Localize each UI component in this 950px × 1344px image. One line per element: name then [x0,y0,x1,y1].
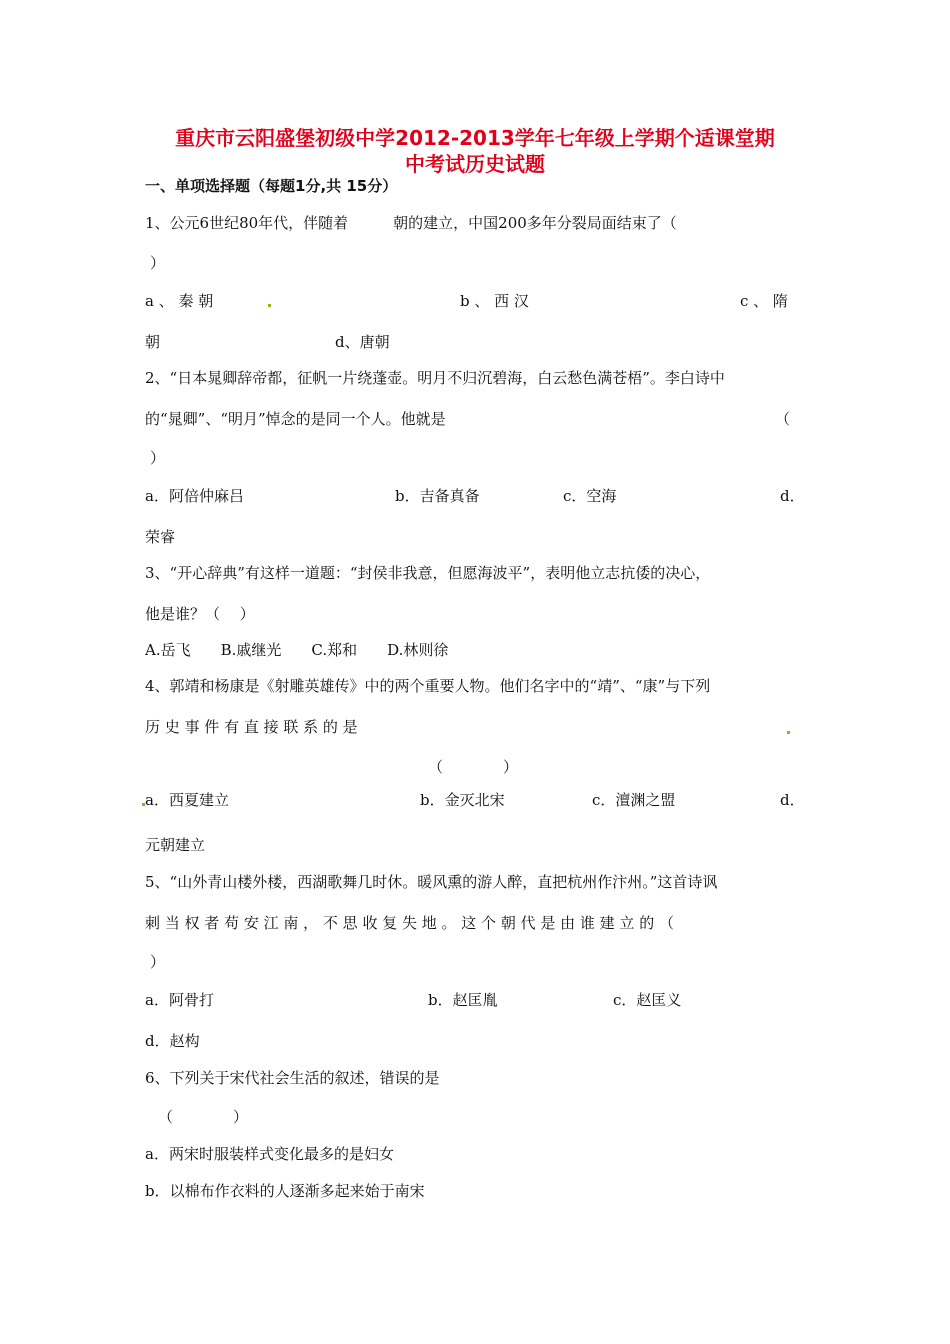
q2-paren-close: ） [150,449,166,467]
q2-paren-open: （ [775,410,791,428]
q3-stem-2: 他是谁？（ ） [145,605,255,623]
q2-option-d-cont: 荣睿 [145,528,176,546]
q4-option-d: d． [780,791,805,809]
q6-stem: 6、下列关于宋代社会生活的叙述，错误的是 [145,1069,440,1087]
q2-stem-1: 2、“日本晁卿辞帝都，征帆一片绕蓬壶。明月不归沉碧海，白云愁色满苍梧”。李白诗中 [145,369,725,387]
q4-stem-2: 历 史 事 件 有 直 接 联 系 的 是 [145,718,358,736]
q3-stem-1: 3、“开心辞典”有这样一道题：“封侯非我意，但愿海波平”，表明他立志抗倭的决心， [145,564,711,582]
q5-option-c: c．赵匡义 [613,991,682,1009]
q2-option-d: d． [780,487,805,505]
q1-paren-close: ） [150,254,166,272]
q4-paren: （ ） [428,758,519,776]
q4-stem-1: 4、郭靖和杨康是《射雕英雄传》中的两个重要人物。他们名字中的“靖”、“康”与下列 [145,677,711,695]
q4-option-a: a．西夏建立 [145,791,229,809]
title-line-2: 中考试历史试题 [405,152,545,176]
green-dot-mark [268,304,271,307]
q6-option-a: a．两宋时服装样式变化最多的是妇女 [145,1145,394,1163]
q5-paren-close: ） [150,953,166,971]
q6-paren: （ ） [158,1108,249,1126]
q2-stem-2: 的“晁卿”、“明月”悼念的是同一个人。他就是 [145,410,446,428]
q2-option-b: b．吉备真备 [395,487,480,505]
q1-option-c-cont: 朝 [145,333,161,351]
q5-option-a: a．阿骨打 [145,991,214,1009]
q4-option-c: c．澶渊之盟 [592,791,676,809]
q1-option-b: b 、 西 汉 [460,292,529,310]
green-dot-mark [787,731,790,734]
q5-stem-1: 5、“山外青山楼外楼，西湖歌舞几时休。暖风熏的游人醉，直把杭州作汴州。”这首诗讽 [145,873,718,891]
section-heading: 一、单项选择题（每题1分,共 15分） [145,177,398,195]
q2-option-a: a．阿倍仲麻吕 [145,487,244,505]
q3-options: A.岳飞 B.戚继光 C.郑和 D.林则徐 [145,641,449,659]
q2-option-c: c．空海 [563,487,617,505]
q5-stem-2: 刺 当 权 者 苟 安 江 南 ， 不 思 收 复 失 地 。 这 个 朝 代 是 由 谁 建 立 的 （ [145,914,674,932]
q4-option-b: b．金灭北宋 [420,791,505,809]
q1-option-a: a 、 秦 朝 [145,292,214,310]
q6-option-b: b．以棉布作衣料的人逐渐多起来始于南宋 [145,1182,425,1200]
q1-option-d: d、唐朝 [335,333,390,351]
q1-stem: 1、公元6世纪80年代，伴随着 朝的建立，中国200多年分裂局面结束了（ [145,214,677,232]
q5-option-b: b．赵匡胤 [428,991,498,1009]
q5-option-d: d．赵构 [145,1032,200,1050]
title-line-1: 重庆市云阳盛堡初级中学2012-2013学年七年级上学期个适课堂期 [175,126,775,150]
q4-option-d-cont: 元朝建立 [145,836,206,854]
q1-option-c: c 、 隋 [740,292,788,310]
